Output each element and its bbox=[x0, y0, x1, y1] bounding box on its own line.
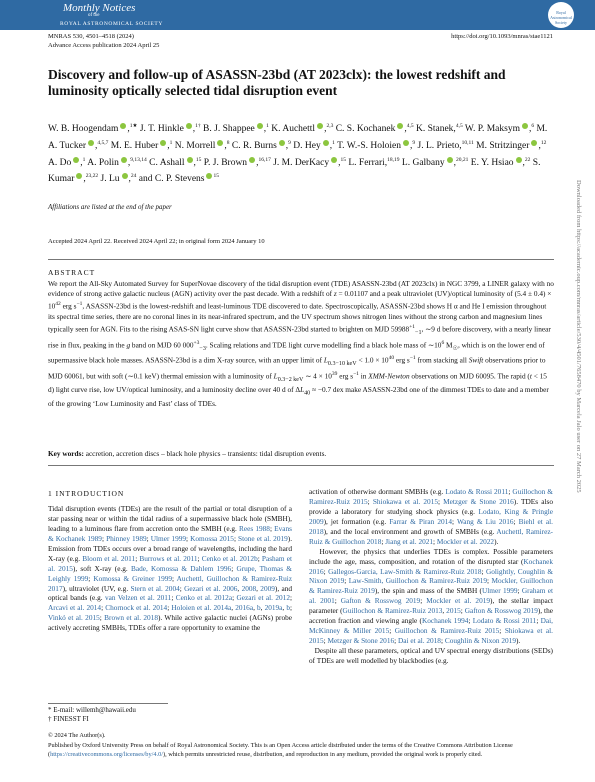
citation: MNRAS 530, 4501–4518 (2024) bbox=[48, 33, 134, 40]
citation-link[interactable]: Kochanek 2016 bbox=[309, 556, 553, 576]
citation-link[interactable]: Lodato & Rossi 2011 bbox=[472, 616, 537, 626]
submission-dates: Accepted 2024 April 22. Received 2024 April 22; in original form 2024 January 10 bbox=[48, 238, 265, 245]
citation-link[interactable]: Evans & Kochanek 1989 bbox=[48, 523, 292, 543]
orcid-icon[interactable] bbox=[317, 123, 323, 129]
author-list: W. B. Hoogendam ,$^{1★}$ J. T. Hinkle ,$^{1\dagger}$ B. J. Shappee ,$^1$ K. Auchettl ,$^{2,3}$ C. S. Kochanek ,$^{4,5}$ K. Stanek,$^{4,5}$ W. P. Maksym ,$^6$ M. A. Tucker ,$^{4,5,7}$ M. E. Huber ,$^1$ N. Morrell ,$^8$ C. R. Burns ,$^9$ D. Hey ,$^1$ T. W.-S. Holoien ,$^9$ J. L. Prieto,$^{10,11}$ M. Stritzinger ,$^{12}$ A. Do ,$^1$ A. Polin ,$^{9,13,14}$ C. Ashall ,$^{15}$ P. J. Brown ,$^{16,17}$ J. M. DerKacy ,$^{15}$ L. Ferrari,$^{18,19}$ L. Galbany ,$^{20,21}$ E. Y. Hsiao ,$^{22}$ S. Kumar ,$^{23,22}$ J. Lu ,$^{24}$ and C. P. Stevens $^{15}$ bbox=[48, 123, 548, 185]
citation-link[interactable]: b bbox=[256, 603, 261, 613]
keywords-text: accretion, accretion discs – black hole physics – transients: tidal disruption events. bbox=[85, 449, 327, 458]
citation-link[interactable]: Coughlin & Nixon 2019 bbox=[444, 636, 516, 646]
citation-link[interactable]: Auchettl, Ramirez-Ruiz & Guillochon 2018 bbox=[309, 526, 553, 546]
orcid-icon[interactable] bbox=[76, 173, 82, 179]
citation-link[interactable]: Mockler, Guillochon & Ramirez-Ruiz 2019 bbox=[309, 576, 553, 596]
orcid-icon[interactable] bbox=[88, 140, 94, 146]
orcid-icon[interactable] bbox=[73, 157, 79, 163]
citation-link[interactable]: Metzger & Stone 2016 bbox=[443, 496, 514, 506]
citation-link[interactable]: 2016a bbox=[235, 603, 254, 613]
download-notice: Downloaded from https://academic.oup.com/mnras/article/530/4/4501/7658470 by Marcela Jalo user on 27 March 2025 bbox=[575, 180, 582, 493]
citation-link[interactable]: Dai et al. 2018 bbox=[398, 636, 441, 646]
citation-link[interactable]: Kochanek 1994 bbox=[421, 616, 469, 626]
citation-link[interactable]: Stern et al. 2004 bbox=[130, 583, 180, 593]
citation-link[interactable]: Metzger & Stone 2016 bbox=[327, 636, 395, 646]
citation-link[interactable]: 2019a bbox=[264, 603, 283, 613]
journal-logo-line1: Monthly Notices bbox=[63, 2, 136, 14]
citation-link[interactable]: Gezari et al. 2012 bbox=[236, 593, 290, 603]
orcid-icon[interactable] bbox=[447, 157, 453, 163]
society-seal-icon: Royal Astronomical Society bbox=[548, 2, 574, 28]
citation-link[interactable]: Mockler et al. 2022 bbox=[436, 536, 495, 546]
paper-title: Discovery and follow-up of ASASSN-23bd (AT 2023clx): the lowest redshift and luminosity optically selected tidal disruption event bbox=[48, 67, 506, 98]
section-heading: 1 INTRODUCTION bbox=[48, 489, 125, 498]
citation-link[interactable]: Ulmer 1999 bbox=[150, 533, 187, 543]
column-right: activation of otherwise dormant SMBHs (e.g. Lodato & Rossi 2011; Guillochon & Ramirez-Ruiz 2015; Shiokawa et al. 2015; Metzger & Stone 2016). TDEs also provide a laboratory for studying shock physics (e.g. Lodato, King & Pringle 2009), jet formation (e.g. Farrar & Piran 2014; Wang & Liu 2016; Biehl et al. 2018), and the local environment and growth of SMBHs (e.g. Auchettl, Ramirez-Ruiz & Guillochon 2018; Jiang et al. 2021; Mockler et al. 2022). However, the physics that underlies TDEs is complex. Possible parameters include the age, mass, composition, and rotation of the disrupted star (Kochanek 2016; Gallegos-Garcia, Law-Smith & Ramirez-Ruiz 2018; Golightly, Coughlin & Nixon 2019; Law-Smith, Guillochon & Ramirez-Ruiz 2019; Mockler, Guillochon & Ramirez-Ruiz 2019), the spin and mass of the SMBH (Ulmer 1999; Graham et al. 2001; Gafton & Rosswog 2019; Mockler et al. 2019), the stellar impact parameter (Guillochon & Ramirez-Ruiz 2013, 2015; Gafton & Rosswog 2019), the accretion fraction and viewing angle (Kochanek 1994; Lodato & Rossi 2011; Dai, McKinney & Miller 2015; Guillochon & Ramirez-Ruiz 2015; Shiokawa et al. 2015; Metzger & Stone 2016; Dai et al. 2018; Coughlin & Nixon 2019). Despite all these parameters, optical and UV spectral energy distributions (SEDs) of TDEs are well modelled by blackbodies (e.g. bbox=[309, 487, 553, 665]
orcid-icon[interactable] bbox=[279, 140, 285, 146]
orcid-icon[interactable] bbox=[121, 157, 127, 163]
citation-link[interactable]: Gafton & Rosswog 2019 bbox=[464, 606, 538, 616]
citation-link[interactable]: Wang & Liu 2016 bbox=[456, 516, 514, 526]
citation-link[interactable]: Bloom et al. 2011 bbox=[82, 553, 136, 563]
citation-link[interactable]: Biehl et al. 2018 bbox=[309, 516, 553, 536]
citation-link[interactable]: Auchettl, Guillochon & Ramirez-Ruiz 2017 bbox=[48, 573, 293, 593]
keywords-label: Key words: bbox=[48, 449, 84, 458]
citation-link[interactable]: Jiang et al. 2021 bbox=[385, 536, 434, 546]
divider bbox=[48, 259, 554, 260]
orcid-icon[interactable] bbox=[122, 173, 128, 179]
orcid-icon[interactable] bbox=[160, 140, 166, 146]
orcid-icon[interactable] bbox=[206, 173, 212, 179]
citation-link[interactable]: Law-Smith, Guillochon & Ramirez-Ruiz 2019 bbox=[348, 576, 488, 586]
citation-link[interactable]: Pasham et al. 2015 bbox=[48, 553, 292, 573]
footnote-divider bbox=[48, 703, 168, 704]
citation-link[interactable]: 2015 bbox=[446, 606, 461, 616]
orcid-icon[interactable] bbox=[217, 140, 223, 146]
citation-link[interactable]: Cenko et al. 2012b bbox=[201, 553, 258, 563]
orcid-icon[interactable] bbox=[187, 157, 193, 163]
citation-link[interactable]: Komossa & Greiner 1999 bbox=[93, 573, 173, 583]
citation-link[interactable]: Bade, Komossa & Dahlem 1996 bbox=[130, 563, 232, 573]
citation-link[interactable]: Dai, McKinney & Miller 2015 bbox=[309, 616, 553, 636]
citation-link[interactable]: Burrows et al. 2011 bbox=[139, 553, 198, 563]
advance-access: Advance Access publication 2024 April 25 bbox=[48, 42, 160, 49]
column-left: Tidal disruption events (TDEs) are the result of the partial or total disruption of a star passing near or within the tidal radius of a supermassive black hole (SMBH), leading to a luminous flare from accretion onto the SMBH (e.g. Rees 1988; Evans & Kochanek 1989; Phinney 1989; Ulmer 1999; Komossa 2015; Stone et al. 2019). Emission from TDEs occurs over a broad range of wavelengths, including the hard X-ray (e.g. Bloom et al. 2011; Burrows et al. 2011; Cenko et al. 2012b; Pasham et al. 2015), soft X-ray (e.g. Bade, Komossa & Dahlem 1996; Grupe, Thomas & Leighly 1999; Komossa & Greiner 1999; Auchettl, Guillochon & Ramirez-Ruiz 2017), ultraviolet (UV, e.g. Stern et al. 2004; Gezari et al. 2006, 2008, 2009), and optical bands (e.g. van Velzen et al. 2011; Cenko et al. 2012a; Gezari et al. 2012; Arcavi et al. 2014; Chornock et al. 2014; Holoien et al. 2014a, 2016a, b, 2019a, b; Vinkó et al. 2015; Brown et al. 2018). While active galactic nuclei (AGNs) probe actively accreting SMBHs, TDEs offer a rare opportunity to examine the bbox=[48, 504, 293, 633]
citation-link[interactable]: Gafton & Rosswog 2019 bbox=[340, 596, 421, 606]
citation-link[interactable]: Guillochon & Ramirez-Ruiz 2013 bbox=[342, 606, 443, 616]
orcid-icon[interactable] bbox=[323, 140, 329, 146]
orcid-icon[interactable] bbox=[331, 157, 337, 163]
journal-logo-line3: ROYAL ASTRONOMICAL SOCIETY bbox=[60, 21, 163, 27]
orcid-icon[interactable] bbox=[257, 123, 263, 129]
orcid-icon[interactable] bbox=[516, 157, 522, 163]
citation-link[interactable]: Shiokawa et al. 2015 bbox=[309, 626, 553, 646]
orcid-icon[interactable] bbox=[186, 123, 192, 129]
citation-link[interactable]: Farrar & Piran 2014 bbox=[389, 516, 452, 526]
citation-link[interactable]: Gallegos-Garcia, Law-Smith & Ramirez-Ruiz 2018 bbox=[328, 566, 482, 576]
footnote-fellowship: † FINESST FI bbox=[48, 715, 89, 723]
citation-link[interactable]: Shiokawa et al. 2015 bbox=[372, 496, 438, 506]
abstract-heading: ABSTRACT bbox=[48, 268, 96, 277]
citation-link[interactable]: https://creativecommons.org/licenses/by/4.0/ bbox=[50, 751, 163, 758]
citation-link[interactable]: Golightly, Coughlin & Nixon 2019 bbox=[309, 566, 553, 586]
citation-link[interactable]: Lodato & Rossi 2011 bbox=[445, 487, 509, 496]
citation-link[interactable]: Brown et al. 2018 bbox=[104, 613, 158, 623]
orcid-icon[interactable] bbox=[397, 123, 403, 129]
citation-link[interactable]: Ulmer 1999 bbox=[481, 586, 518, 596]
citation-link[interactable]: Arcavi et al. 2014 bbox=[48, 603, 102, 613]
citation-link[interactable]: Phinney 1989 bbox=[106, 533, 147, 543]
orcid-icon[interactable] bbox=[120, 123, 126, 129]
citation-link[interactable]: Stone et al. 2019 bbox=[238, 533, 288, 543]
citation-link[interactable]: Grupe, Thomas & Leighly 1999 bbox=[48, 563, 292, 583]
citation-link[interactable]: 2008 bbox=[241, 583, 257, 593]
journal-header bbox=[0, 0, 595, 30]
citation-link[interactable]: 2009 bbox=[260, 583, 275, 593]
citation-link[interactable]: Komossa 2015 bbox=[190, 533, 234, 543]
citation-link[interactable]: Vinkó et al. 2015 bbox=[48, 613, 100, 623]
orcid-icon[interactable] bbox=[531, 140, 537, 146]
orcid-icon[interactable] bbox=[403, 140, 409, 146]
keywords bbox=[48, 449, 554, 458]
citation-link[interactable]: Lodato, King & Pringle 2009 bbox=[309, 506, 553, 526]
citation-link[interactable]: Mockler et al. 2019 bbox=[426, 596, 491, 606]
citation-link[interactable]: b bbox=[286, 603, 290, 613]
citation-link[interactable]: Gezari et al. 2006 bbox=[184, 583, 238, 593]
citation-link[interactable]: Guillochon & Ramirez-Ruiz 2015 bbox=[394, 626, 500, 636]
abstract-text: We report the All-Sky Automated Survey for SuperNovae discovery of the tidal disruption event (TDE) ASASSN-23bd (AT 2023clx) in NGC 3799, a LINER galaxy with no evidence of strong active galactic nucleus (AGN) activity over the past decade. With a redshift of z = 0.01107 and a peak ultraviolet (UV)/optical luminosity of $(5.4 \pm 0.4) \times 10^{42}$ erg $s^{-1}$, ASASSN-23bd is the lowest-redshift and least-luminous TDE discovered to date. Spectroscopically, ASASSN-23bd shows H α and He I emission throughout its spectral time series, there are no coronal lines in its near-infrared spectrum, and the UV spectrum shows nitrogen lines without the strong carbon and magnesium lines typically seen for AGN. Fits to the rising ASAS-SN light curve show that ASASSN-23bd started to brighten on MJD $59988^{+1}_{-1}$, ∼9 d before discovery, with a nearly linear rise in flux, peaking in the g band on MJD 60 $000^{+3}_{-3}$. Scaling relations and TDE light curve modelling find a black hole mass of $\sim 10^6$ $M_☉$, which is on the lower end of supermassive black hole masses. ASASSN-23bd is a dim X-ray source, with an upper limit of $L_{0.3-10 keV} < 1.0 \times 10^{40}$ erg $s^{-1}$ from stacking all Swift observations prior to MJD 60061, but with soft (∼0.1 keV) thermal emission with a luminosity of $L_{0.3-2 keV}$ ∼ $4 \times 10^{39}$ erg $s^{-1}$ in XMM-Newton observations on MJD 60095. The rapid (t < 15 d) light curve rise, low UV/optical luminosity, and a luminosity decline over 40 d of $\Delta L_{40} \approx -0.7$ dex make ASASSN-23bd one of the dimmest TDEs to date and a member of the growing ‘Low Luminosity and Fast’ class of TDEs. bbox=[48, 279, 554, 408]
doi-link[interactable]: https://doi.org/10.1093/mnras/stae1121 bbox=[451, 33, 553, 40]
citation-link[interactable]: Chornock et al. 2014 bbox=[105, 603, 168, 613]
citation-link[interactable]: Holoien et al. 2014a bbox=[171, 603, 232, 613]
citation-link[interactable]: Graham et al. 2001 bbox=[309, 586, 553, 606]
citation-link[interactable]: Cenko et al. 2012a bbox=[175, 593, 233, 603]
orcid-icon[interactable] bbox=[249, 157, 255, 163]
journal-logo-line2: of the bbox=[88, 13, 100, 18]
citation-link[interactable]: Rees 1988 bbox=[239, 523, 270, 533]
affiliations-note: Affiliations are listed at the end of the paper bbox=[48, 203, 172, 211]
footnote-email: * E-mail: willemh@hawaii.edu bbox=[48, 706, 136, 714]
divider bbox=[48, 465, 554, 466]
copyright-notice: © 2024 The Author(s). Published by Oxford University Press on behalf of Royal Astronomical Society. This is an Open Access article distributed under the terms of the Creative Commons Attribution License (https://creativecommons.org/licenses/by/4.0/), which permits unrestricted reuse, distribution, and reproduction in any medium, provided the original work is properly cited. bbox=[48, 732, 513, 758]
citation-link[interactable]: Guillochon & Ramirez-Ruiz 2015 bbox=[309, 487, 553, 506]
citation-link[interactable]: van Velzen et al. 2011 bbox=[104, 593, 172, 603]
orcid-icon[interactable] bbox=[522, 123, 528, 129]
